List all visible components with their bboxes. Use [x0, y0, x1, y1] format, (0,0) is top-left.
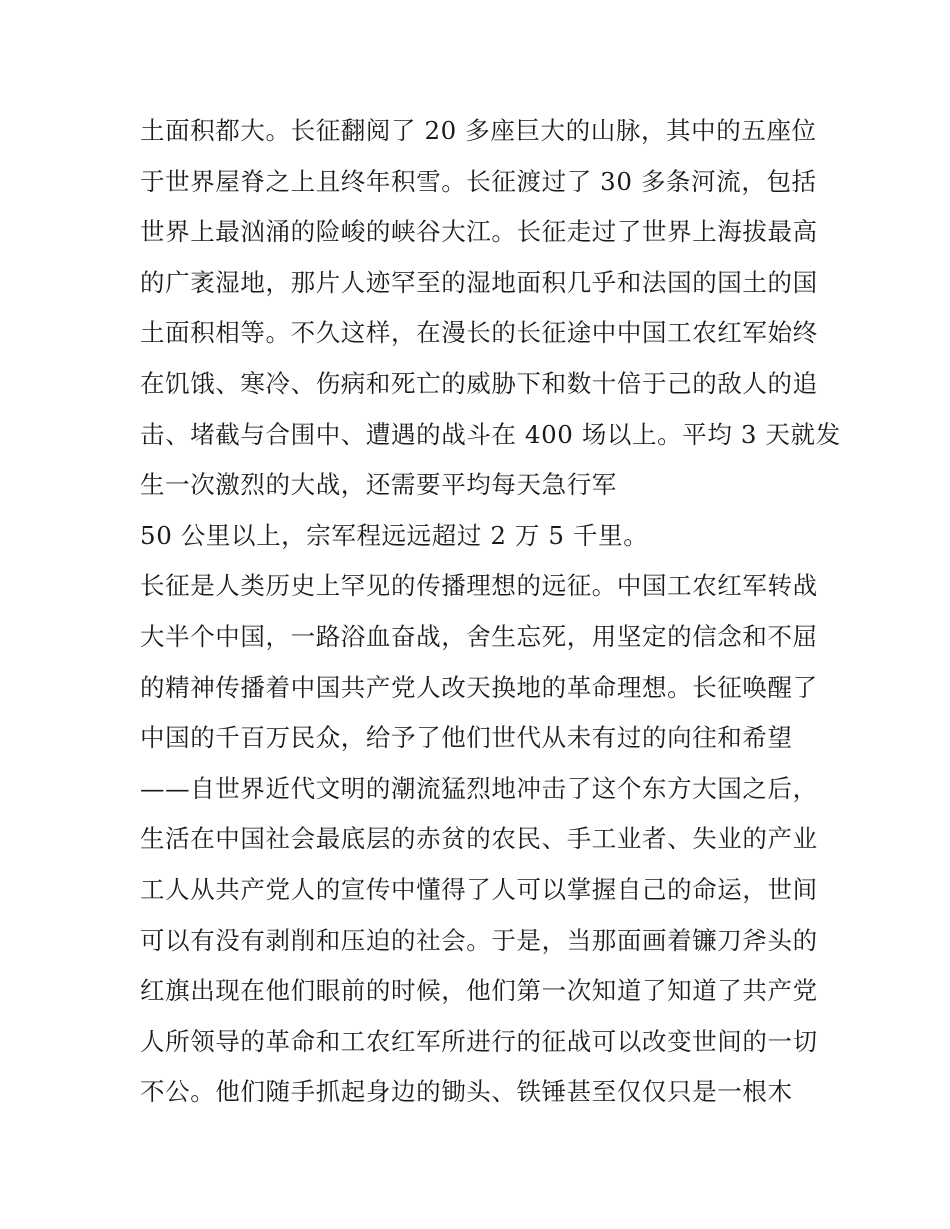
text-line: 土面积相等。不久这样，在漫长的长征途中中国工农红军始终 — [140, 318, 818, 348]
text-line: 的广袤湿地，那片人迹罕至的湿地面积几乎和法国的国土的国 — [140, 267, 818, 297]
text-line: 不公。他们随手抓起身边的锄头、铁锤甚至仅仅只是一根木 — [140, 1077, 793, 1107]
text-line: 中国的千百万民众，给予了他们世代从未有过的向往和希望 — [140, 723, 793, 753]
text-line: 工人从共产党人的宣传中懂得了人可以掌握自己的命运，世间 — [140, 874, 818, 904]
text-line: 的精神传播着中国共产党人改天换地的革命理想。长征唤醒了 — [140, 672, 818, 702]
body-text — [140, 106, 841, 1118]
text-line: 长征是人类历史上罕见的传播理想的远征。中国工农红军转战 — [140, 571, 818, 601]
text-line: 生活在中国社会最底层的赤贫的农民、手工业者、失业的产业 — [140, 824, 818, 854]
text-line: 世界上最汹涌的险峻的峡谷大江。长征走过了世界上海拔最高 — [140, 217, 818, 247]
text-line: 土面积都大。长征翻阅了 20 多座巨大的山脉，其中的五座位 — [140, 116, 817, 145]
text-line: 红旗出现在他们眼前的时候，他们第一次知道了知道了共产党 — [140, 976, 818, 1006]
text-line: 可以有没有剥削和压迫的社会。于是，当那面画着镰刀斧头的 — [140, 925, 818, 955]
text-line: 在饥饿、寒冷、伤病和死亡的威胁下和数十倍于己的敌人的追 — [140, 368, 818, 398]
text-line: 人所领导的革命和工农红军所进行的征战可以改变世间的一切 — [140, 1026, 818, 1056]
text-line: ——自世界近代文明的潮流猛烈地冲击了这个东方大国之后， — [140, 773, 818, 803]
text-line: 50 公里以上，宗军程远远超过 2 万 5 千里。 — [140, 520, 649, 550]
text-line: 于世界屋脊之上且终年积雪。长征渡过了 30 多条河流，包括 — [140, 166, 817, 196]
text-line: 击、堵截与合围中、遭遇的战斗在 400 场以上。平均 3 天就发 — [140, 419, 841, 449]
text-line: 大半个中国，一路浴血奋战，舍生忘死，用坚定的信念和不屈 — [140, 621, 818, 651]
text-line: 生一次激烈的大战，还需要平均每天急行军 — [140, 470, 617, 500]
